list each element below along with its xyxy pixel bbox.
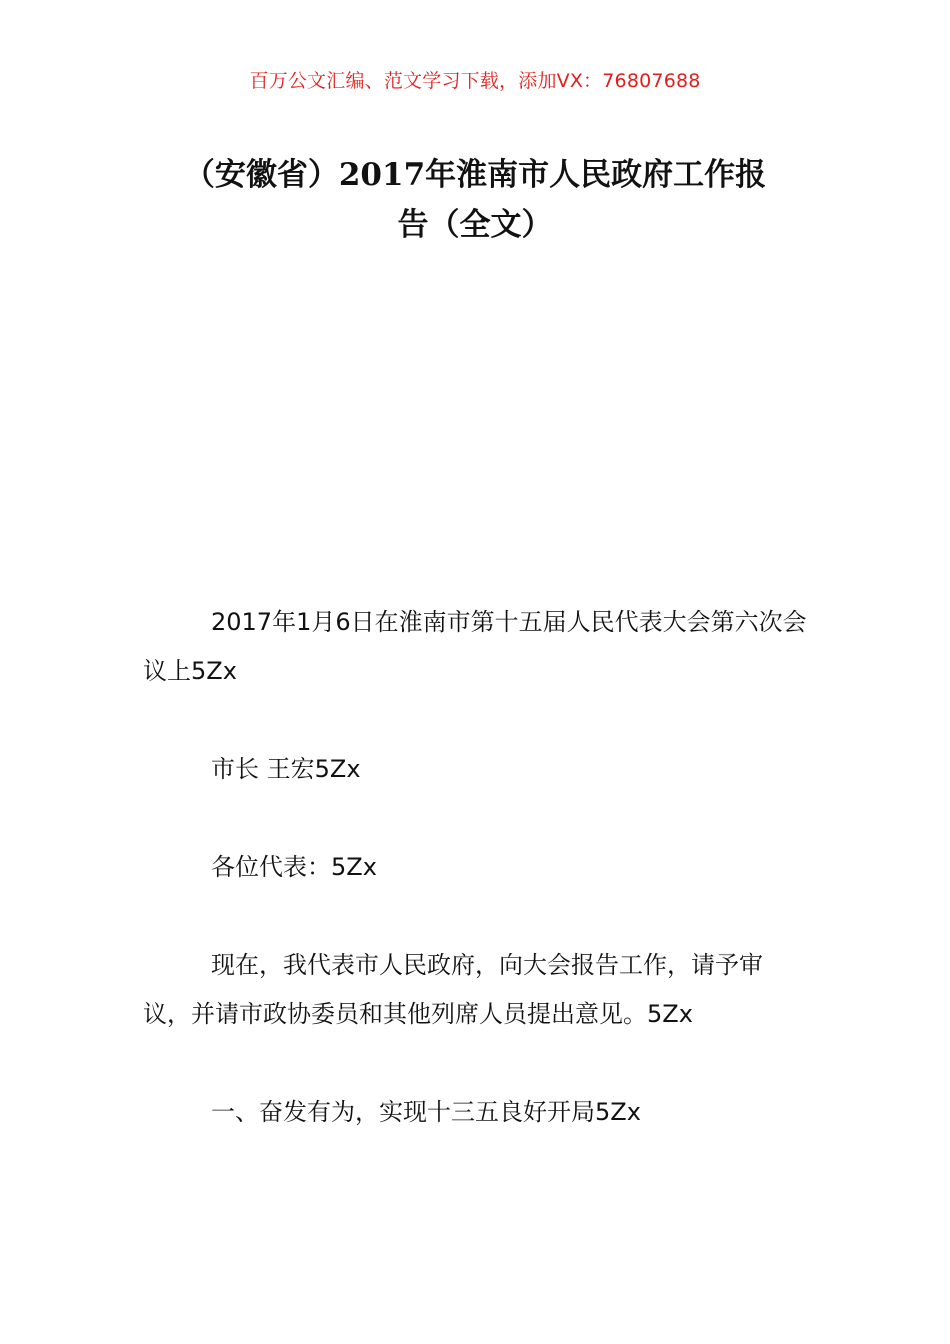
- document-title-line-1: （安徽省）2017年淮南市人民政府工作报: [183, 157, 767, 193]
- paragraph-introduction: 现在，我代表市人民政府，向大会报告工作，请予审议，并请市政协委员和其他列席人员提出意见。5Zx: [143, 951, 763, 1028]
- paragraph-meeting-info: 2017年1月6日在淮南市第十五届人民代表大会第六次会议上5Zx: [143, 608, 807, 685]
- paragraph-section-heading: 一、奋发有为，实现十三五良好开局5Zx: [211, 1098, 641, 1126]
- paragraph-salutation: 各位代表：5Zx: [211, 853, 377, 881]
- header-watermark-note: 百万公文汇编、范文学习下载，添加VX：76807688: [249, 70, 701, 92]
- document-body: [143, 598, 809, 1186]
- paragraph-speaker: 市长 王宏5Zx: [211, 755, 361, 783]
- document-title-line-2: 告（全文）: [397, 207, 553, 243]
- document-title: [143, 150, 807, 250]
